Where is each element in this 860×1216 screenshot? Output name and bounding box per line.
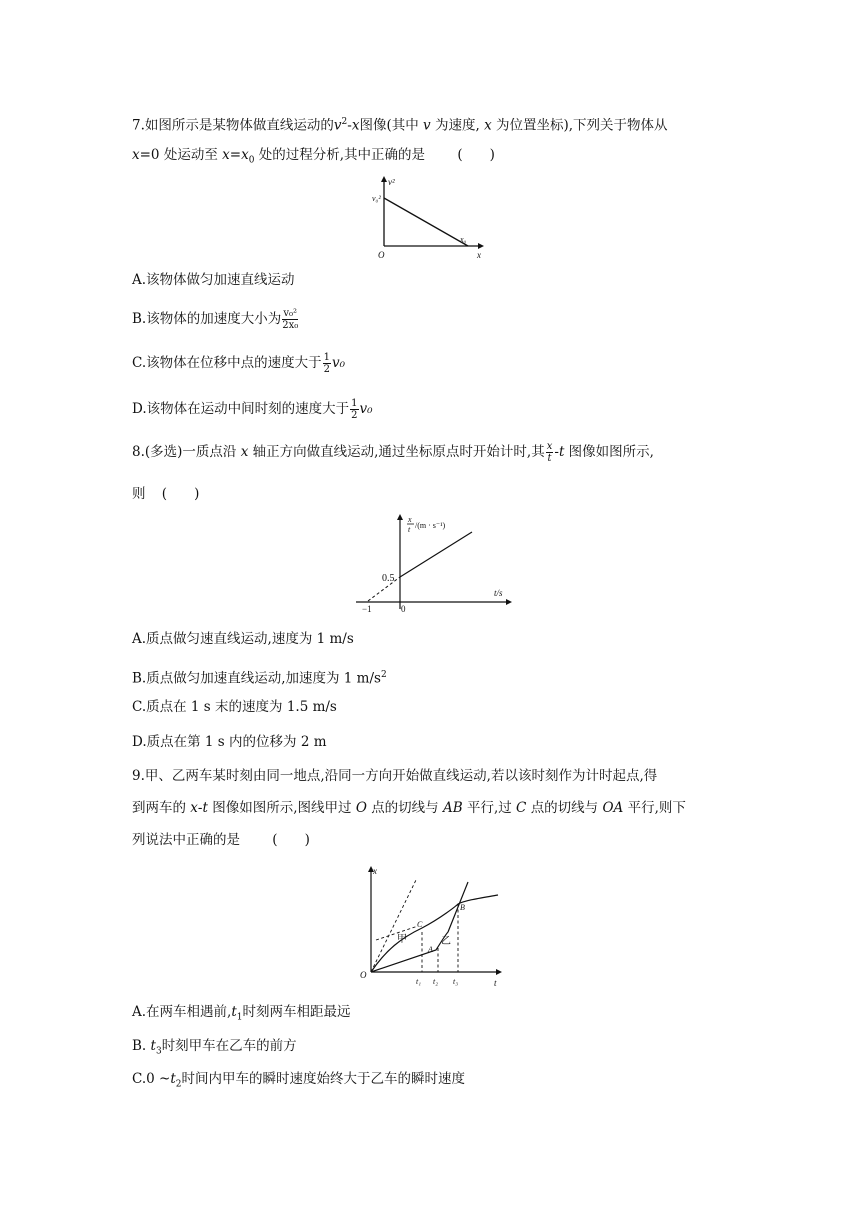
q7-y-arrow (381, 176, 387, 182)
q9-label-t3: t₃ (453, 977, 459, 986)
q8-xlabel: t/s (494, 588, 503, 598)
q7-stem-text-e: 处的过程分析,其中正确的是 (258, 147, 426, 163)
q7-stem-text-b: 图像(其中 (359, 117, 419, 134)
q8-frac-den: t (547, 453, 552, 464)
q9-option-b-t: t (150, 1038, 156, 1054)
q8-x-arrow (506, 599, 512, 605)
q8-dash: - (554, 444, 559, 460)
q9-option-c-t: t (170, 1071, 176, 1087)
q9-stem-b: 图像如图所示,图线甲过 (212, 800, 352, 816)
q8-option-a: A.质点做匀速直线运动,速度为 1 m/s (132, 631, 354, 647)
q8-solid-line (400, 532, 472, 577)
q7-stem-line2 (132, 145, 495, 171)
q7-var-v: v (333, 117, 342, 134)
q7-option-a: A.该物体做匀加速直线运动 (132, 272, 295, 288)
q7-eq: = (229, 147, 242, 163)
q7-option-b-fraction (282, 308, 298, 331)
q7-y0label: v₀² (372, 194, 381, 203)
q9-dash: - (197, 800, 203, 816)
q7-option-d-text: D.该物体在运动中间时刻的速度大于 (132, 401, 350, 417)
q7-b-num: v₀² (283, 308, 298, 319)
q7-ylabel: v² (388, 177, 395, 187)
q9-point-o: O (355, 800, 367, 816)
q9-option-b-text: B. (132, 1038, 147, 1054)
q9-label-yi: 乙 (441, 936, 451, 947)
q7-figure (370, 176, 490, 260)
q9-option-a (132, 1002, 351, 1028)
q9-stem-line1: 9.甲、乙两车某时刻由同一地点,沿同一方向开始做直线运动,若以该时刻作为计时起点,得 (132, 768, 658, 784)
q8-stem-line2 (132, 484, 199, 504)
q9-label-jia: 甲 (397, 934, 407, 945)
q7-var-x2: x (484, 117, 492, 134)
q7-xlabel: x (477, 250, 481, 260)
q8-y-arrow (397, 514, 403, 520)
q7-var-x4: x (222, 147, 230, 163)
q8-stem-d: 图像如图所示, (568, 444, 654, 460)
q7-option-b (132, 308, 299, 331)
q7-stem-line1 (132, 112, 668, 136)
q7-option-d-v0: v₀ (359, 401, 373, 417)
q9-option-a-sub: 1 (236, 1012, 243, 1023)
q9-figure (356, 860, 506, 990)
q8-stem-line1 (132, 441, 654, 464)
q9-option-c (132, 1069, 465, 1095)
q9-seg-ab: AB (442, 800, 463, 816)
q7-c-den: 2 (323, 364, 331, 375)
q7-eq0: =0 处运动至 (139, 147, 218, 163)
q8-origin: 0 (401, 604, 406, 614)
q8-figure (354, 512, 520, 616)
q7-d-den: 2 (351, 410, 358, 421)
q9-stem-line2 (132, 798, 686, 818)
q7-option-c (132, 352, 345, 375)
q7-sub0: 0 (248, 155, 255, 166)
q8-option-c: C.质点在 1 s 末的速度为 1.5 m/s (132, 699, 337, 715)
q7-option-d (132, 398, 373, 421)
q9-x-arrow (496, 969, 502, 975)
q8-ylabel-den: t (408, 525, 411, 534)
q7-x0label: x₀ (460, 235, 467, 244)
q9-stem-e: 点的切线与 (530, 800, 599, 816)
q8-answer-paren: ( ) (161, 486, 200, 502)
q9-answer-paren: ( ) (272, 832, 310, 848)
q9-var-t: t (202, 800, 208, 816)
q9-option-b (132, 1036, 297, 1062)
q9-tangent-o (371, 880, 416, 972)
q8-ylabel-num: x (408, 515, 412, 524)
q7-x-arrow (478, 243, 484, 249)
q8-stem-then: 则 (132, 486, 146, 502)
q9-option-a-post: 时刻两车相距最远 (242, 1004, 351, 1020)
q8-stem-a: 8.(多选)一质点沿 (132, 444, 237, 460)
q8-xneg-label: −1 (362, 604, 372, 614)
q9-label-c: C (417, 920, 423, 929)
q9-option-c-text: C.0 ~ (132, 1071, 171, 1087)
q9-point-c: C (516, 800, 527, 816)
q7-answer-paren: ( ) (457, 147, 495, 163)
q7-option-c-fraction (323, 352, 331, 375)
q8-option-d: D.质点在第 1 s 内的位移为 2 m (132, 734, 327, 750)
q9-stem-c: 点的切线与 (371, 800, 439, 816)
q9-label-b: B (460, 903, 465, 912)
q8-var-x: x (240, 444, 249, 460)
q9-stem-f: 平行,则下 (627, 800, 686, 816)
q7-c-num: 1 (323, 352, 331, 363)
q7-sup: 2 (341, 117, 348, 127)
q7-var-v2: v (423, 117, 431, 134)
q9-option-c-post: 时间内甲车的瞬时速度始终大于乙车的瞬时速度 (181, 1071, 466, 1087)
q7-dash: - (347, 117, 352, 134)
q9-curve-jia (371, 895, 498, 972)
q7-stem-text-c: 为速度, (434, 117, 480, 134)
q9-option-a-text: A.在两车相遇前, (132, 1004, 232, 1020)
q9-xlabel: t (494, 978, 497, 988)
q8-y0-label: 0.5 (382, 573, 395, 584)
q9-stem-line3 (132, 830, 310, 850)
q7-var-x3: x (132, 147, 140, 163)
q9-label-t1: t₁ (416, 977, 422, 986)
q9-stem-g: 列说法中正确的是 (132, 832, 240, 848)
q9-option-b-sub: 3 (155, 1046, 162, 1057)
q8-stem-b: 轴正方向做直线运动,通过坐标原点时开始计时,其 (252, 444, 545, 460)
q7-line (384, 198, 468, 246)
q7-var-x: x (351, 117, 360, 134)
q7-d-num: 1 (351, 398, 358, 409)
q7-var-x5: x (241, 147, 249, 163)
q8-frac-num: x (546, 441, 553, 452)
q9-seg-oa: OA (602, 800, 624, 816)
q7-option-c-v0: v₀ (332, 355, 346, 371)
q9-var-x: x (190, 800, 198, 816)
q7-option-c-text: C.该物体在位移中点的速度大于 (132, 355, 322, 371)
q7-stem-text: 如图所示是某物体做直线运动的 (144, 117, 334, 134)
q9-label-a: A (428, 945, 433, 954)
q7-b-den: 2x₀ (282, 320, 299, 331)
q8-var-t: t (558, 444, 565, 460)
q7-option-b-text: B.该物体的加速度大小为 (132, 311, 282, 327)
q9-ylabel: x (373, 866, 377, 876)
q8-option-b-text: B.质点做匀加速直线运动,加速度为 1 m/s (132, 670, 381, 687)
q9-option-b-post: 时刻甲车在乙车的前方 (161, 1038, 297, 1054)
q8-option-b-sup: 2 (380, 670, 387, 680)
q8-stem-fraction (546, 441, 554, 464)
q9-stem-d: 平行,过 (466, 800, 512, 816)
q9-option-a-t: t (231, 1004, 237, 1020)
q9-option-c-sub: 2 (175, 1079, 182, 1090)
q7-number: 7. (132, 117, 145, 134)
q9-stem-a: 到两车的 (132, 800, 186, 816)
q8-option-b (132, 665, 387, 689)
q7-stem-text-d: 为位置坐标),下列关于物体从 (495, 117, 668, 134)
q9-origin: O (360, 970, 367, 980)
q8-ylabel-units: /(m · s⁻¹) (415, 521, 446, 530)
q7-option-d-fraction (350, 398, 358, 421)
q7-origin: O (378, 250, 385, 260)
q9-label-t2: t₂ (433, 977, 439, 986)
